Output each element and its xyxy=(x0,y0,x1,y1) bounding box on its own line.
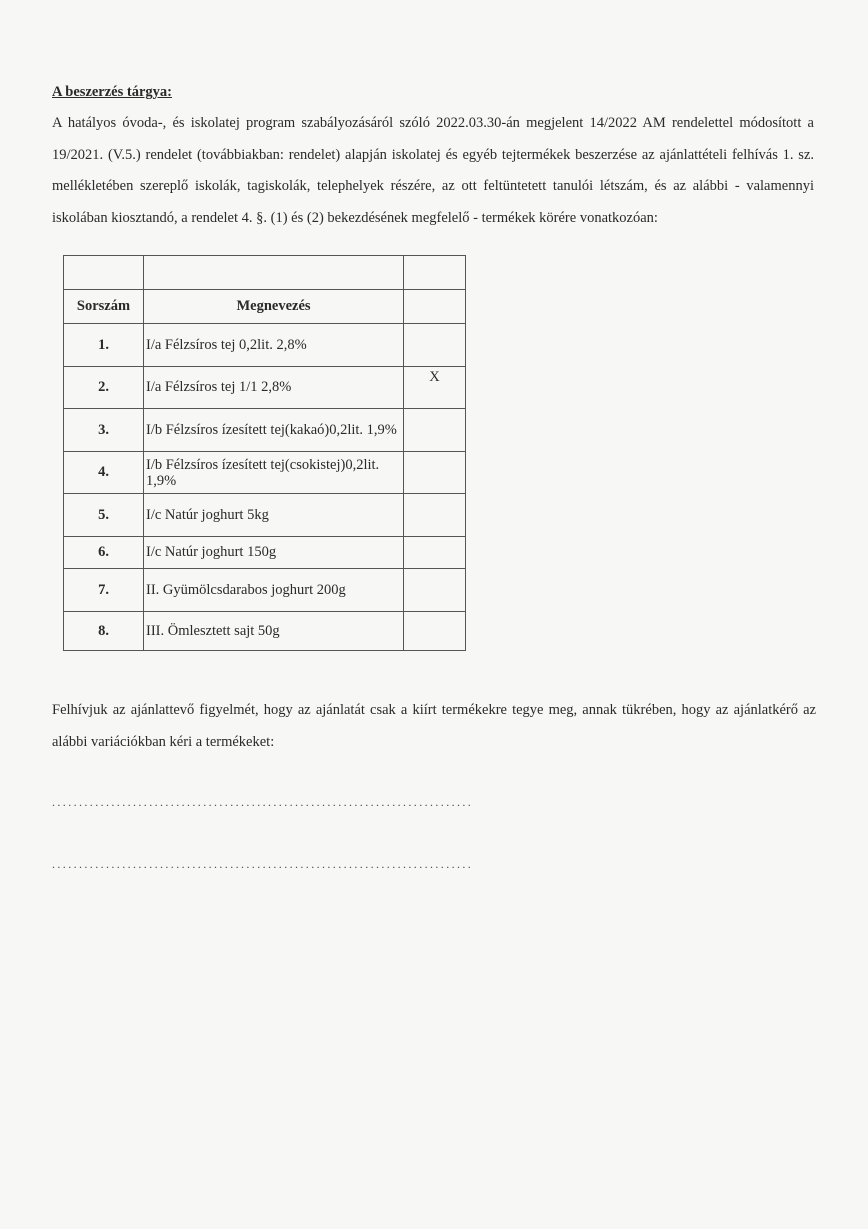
table-header-row xyxy=(64,290,466,324)
dotted-line-1: .............................................................................. xyxy=(52,795,474,809)
row-name: I/b Félzsíros ízesített tej(kakaó)0,2lit. 1,9% xyxy=(144,409,404,452)
row-name: I/a Félzsíros tej 0,2lit. 2,8% xyxy=(144,324,404,367)
table-row xyxy=(64,367,466,409)
row-number: 7. xyxy=(64,569,144,612)
row-number: 6. xyxy=(64,537,144,569)
row-name: I/c Natúr joghurt 150g xyxy=(144,537,404,569)
header-sorszam: Sorszám xyxy=(64,290,144,324)
product-table xyxy=(63,255,466,651)
table-empty-row xyxy=(64,256,466,290)
dotted-line-2: .............................................................................. xyxy=(52,857,474,871)
row-name: I/a Félzsíros tej 1/1 2,8% xyxy=(144,367,404,409)
empty-cell xyxy=(144,256,404,290)
mark-cell xyxy=(404,494,466,537)
mark-cell xyxy=(404,569,466,612)
empty-cell xyxy=(64,256,144,290)
mark-cell xyxy=(404,537,466,569)
row-number: 3. xyxy=(64,409,144,452)
header-mark xyxy=(404,290,466,324)
mark-cell xyxy=(404,612,466,651)
section-heading: A beszerzés tárgya: xyxy=(52,84,172,100)
header-megnevezes: Megnevezés xyxy=(144,290,404,324)
row-number: 1. xyxy=(64,324,144,367)
intro-paragraph: A hatályos óvoda-, és iskolatej program szabályozásáról szóló 2022.03.30-án megjelent 14/2022 AM rendelettel módosított a 19/2021. (V.5.) rendelet (továbbiakban: rendelet) alapján iskolatej és egyéb tejtermékek beszerzése az ajánlattételi felhívás 1. sz. mellékletében szereplő iskolák, tagiskolák, telephelyek részére, az ott feltüntetett tanulói létszám, és az alábbi - valamennyi iskolában kiosztandó, a rendelet 4. §. (1) és (2) bekezdésének megfelelő - termékek körére vonatkozóan: xyxy=(52,115,814,226)
row-name: III. Ömlesztett sajt 50g xyxy=(144,612,404,651)
mark-cell xyxy=(404,324,466,367)
row-number: 2. xyxy=(64,367,144,409)
row-name: II. Gyümölcsdarabos joghurt 200g xyxy=(144,569,404,612)
mark-cell xyxy=(404,452,466,494)
table-row xyxy=(64,494,466,537)
table-row xyxy=(64,409,466,452)
table-row xyxy=(64,612,466,651)
selection-mark: X xyxy=(404,367,466,409)
empty-cell xyxy=(404,256,466,290)
table-row xyxy=(64,324,466,367)
table-row xyxy=(64,537,466,569)
row-number: 5. xyxy=(64,494,144,537)
row-number: 8. xyxy=(64,612,144,651)
table-row xyxy=(64,452,466,494)
note-paragraph: Felhívjuk az ajánlattevő figyelmét, hogy az ajánlatát csak a kiírt termékekre tegye meg, annak tükrében, hogy az ajánlatkérő az alábbi variációkban kéri a termékeket: xyxy=(52,702,816,750)
mark-cell xyxy=(404,409,466,452)
row-name: I/c Natúr joghurt 5kg xyxy=(144,494,404,537)
row-number: 4. xyxy=(64,452,144,494)
row-name: I/b Félzsíros ízesített tej(csokistej)0,2lit. 1,9% xyxy=(144,452,404,494)
table-row xyxy=(64,569,466,612)
